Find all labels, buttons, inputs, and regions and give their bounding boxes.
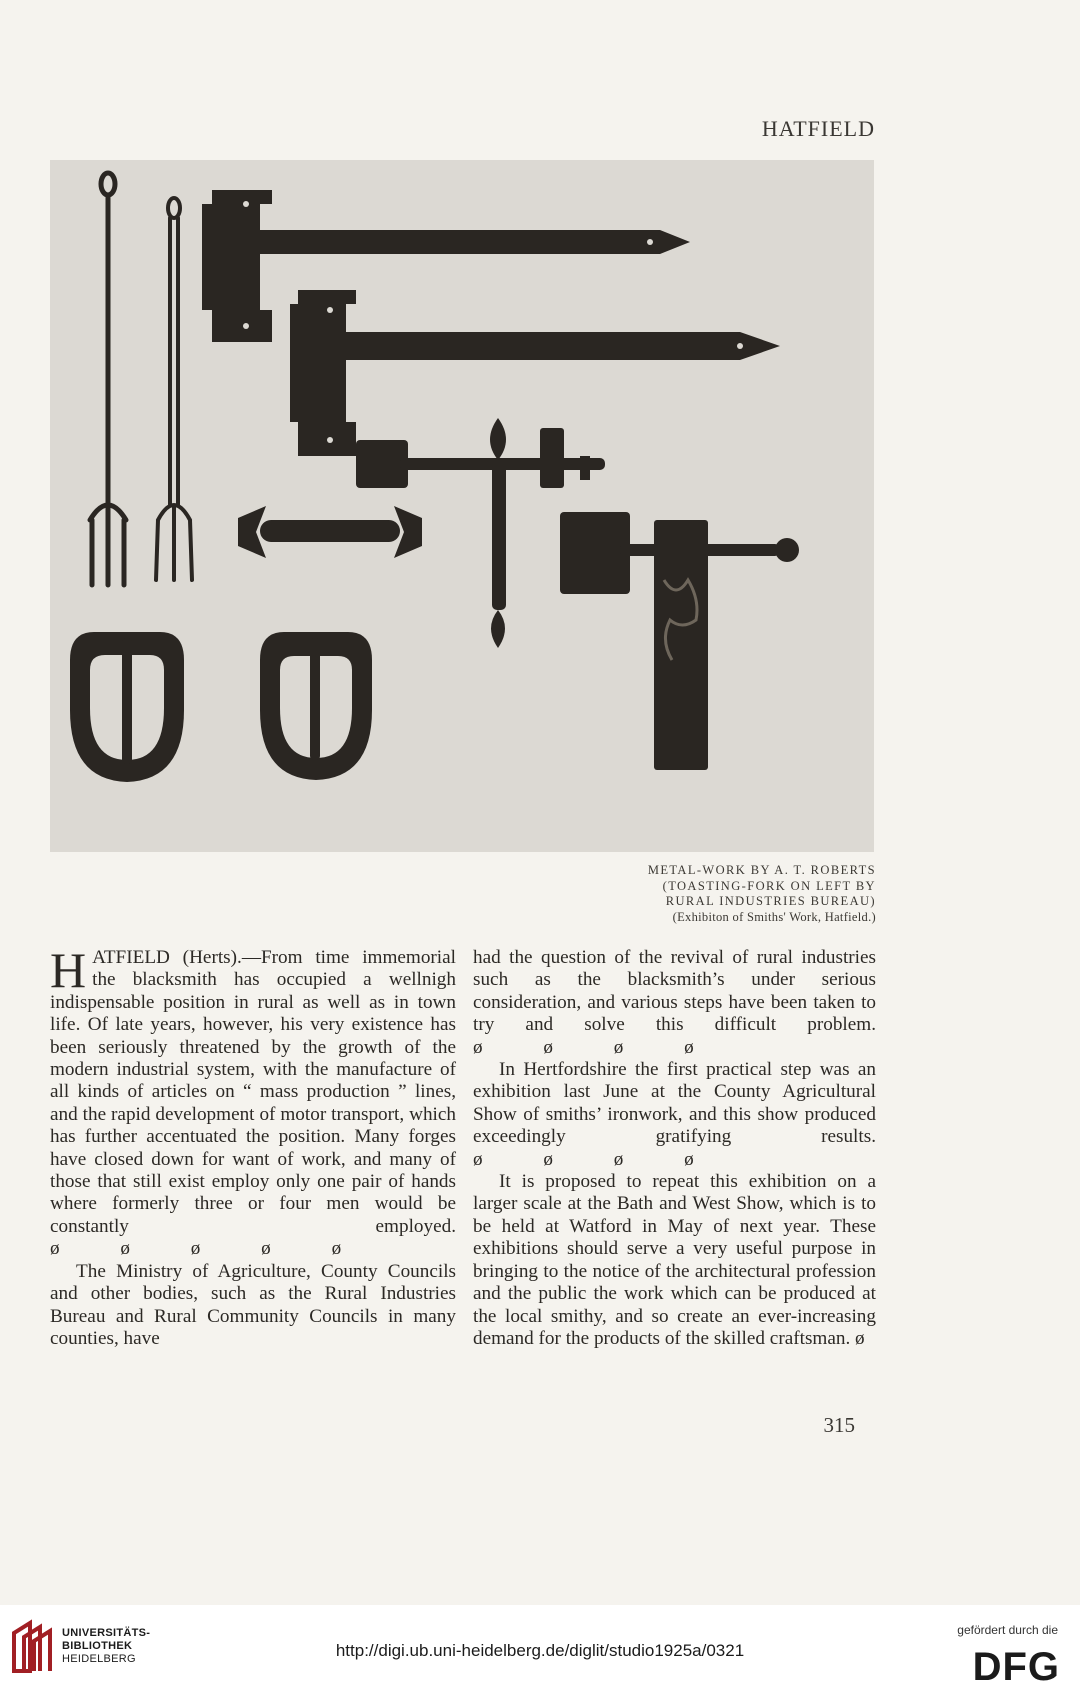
page-number: 315 (823, 1413, 855, 1437)
source-url-link[interactable]: http://digi.ub.uni-heidelberg.de/diglit/studio1925a/0321 (335, 1641, 745, 1660)
drop-cap: H (50, 942, 87, 998)
metalwork-photo-icon (50, 160, 874, 852)
caption-credit: (Exhibiton of Smiths' Work, Hatfield.) (672, 909, 876, 924)
digitization-footer (0, 1605, 1080, 1705)
fleuron-ornaments: ø ø ø ø ø (50, 1238, 370, 1260)
caption-line-3: RURAL INDUSTRIES BUREAU) (665, 894, 876, 908)
paragraph-4-text: In Hertfordshire the first practical step was an exhibition last June at the County Agricultural Show of smiths’ ironwork, and this show produced exceedingly gratifying results. (473, 1059, 876, 1148)
running-header: HATFIELD (761, 116, 875, 141)
article-paragraph-3 (473, 947, 876, 1059)
paragraph-5-text: It is proposed to repeat this exhibition on a larger scale at the Bath and West Show, which is to be held at Watford in May of next year. These exhibitions should serve a very useful purpose in bringing to the notice of the architectural profession and the public the work which can be produced at the local smithy, and so create an ever-increasing demand for the products of the skilled craftsman. (473, 1171, 876, 1349)
article-paragraph-2: The Ministry of Agriculture, County Councils and other bodies, such as the Rural Industries Bureau and Rural Community Councils in many counties, have (50, 1260, 456, 1349)
article-paragraph-1 (50, 942, 456, 1261)
paragraph-1-text: ATFIELD (Herts).—From time immemorial the blacksmith has occupied a wellnigh indispensable position in rural as well as in town life. Of late years, however, his very existence has been seriously threatened by the growth of the modern industrial system, with the manufacture of all kinds of articles on “ mass production ” lines, and the rapid development of motor transport, which has further accentuated the position. Many forges have closed down for want of work, and many of those that still exist employ only one pair of hands where formerly three or four men would be constantly employed. (50, 947, 456, 1237)
fleuron-ornament: ø (855, 1327, 865, 1349)
article-paragraph-5 (473, 1171, 876, 1350)
library-name-line-2: BIBLIOTHEK (62, 1640, 133, 1652)
figure-caption (560, 863, 876, 925)
article-paragraph-4 (473, 1059, 876, 1171)
dfg-logo: DFG (972, 1645, 1060, 1689)
metalwork-photograph (50, 160, 874, 852)
library-name-line-1: UNIVERSITÄTS- (62, 1627, 151, 1639)
article-column-left (50, 942, 456, 1350)
buckle-right-icon (260, 632, 372, 780)
article-column-right (473, 947, 876, 1350)
caption-line-2: (TOASTING-FORK ON LEFT BY (662, 878, 876, 893)
fleuron-ornaments: ø ø ø ø (473, 1148, 722, 1170)
paragraph-3-text: had the question of the revival of rural industries such as the blacksmith’s under serious consideration, and various steps have been taken to try and solve this difficult problem. (473, 947, 876, 1036)
library-name-line-3: HEIDELBERG (62, 1653, 136, 1665)
buckle-left-icon (70, 632, 184, 782)
funding-note: gefördert durch die (957, 1623, 1058, 1637)
caption-line-1: METAL-WORK BY A. T. ROBERTS (647, 863, 876, 877)
fleuron-ornaments: ø ø ø ø (473, 1036, 722, 1058)
